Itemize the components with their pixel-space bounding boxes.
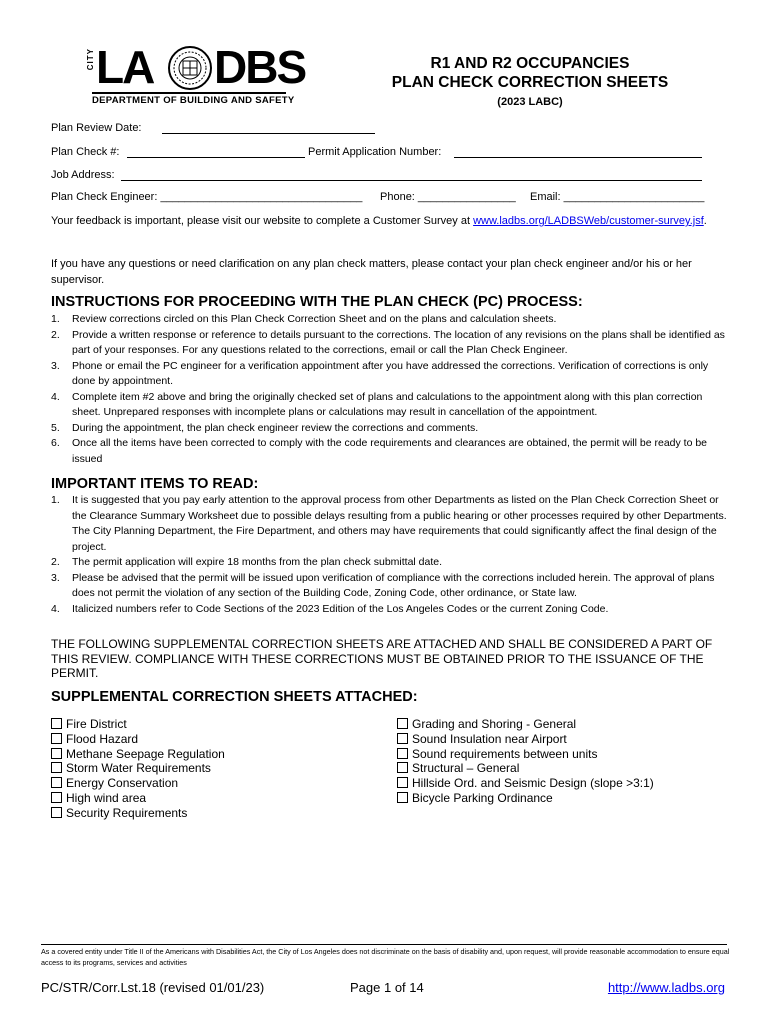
checkbox-item: Flood Hazard <box>51 732 225 747</box>
list-item: 1. It is suggested that you pay early attention to the approval process from other Departments as listed on the Plan Check Correction Sheet or the Clearance Summary Worksheet due to possible delays resulting from a public hearing or other processes required by other Departments. The City Planning Department, the Fire Department, and others may have requirements that could significantly affect the final design of the project. <box>51 494 727 553</box>
feedback-end: . <box>703 215 707 227</box>
permit-application-number-label: Permit Application Number: <box>308 146 442 158</box>
plan-check-engineer-label: Plan Check Engineer: _________________________________ <box>51 191 363 203</box>
title-line-1: R1 AND R2 OCCUPANCIES <box>430 55 630 72</box>
customer-survey-link[interactable]: www.ladbs.org/LADBSWeb/customer-survey.jsf <box>473 215 704 227</box>
checkbox-item: Fire District <box>51 717 225 732</box>
plan-check-number-label: Plan Check #: <box>51 146 120 158</box>
list-item: 2. Provide a written response or reference to details pursuant to the corrections. The location of any revisions on the plans shall be identified as part of your responses. For any questions related to the corrections, email or call the Plan Check Engineer. <box>51 328 725 356</box>
supplemental-list-left <box>51 717 225 821</box>
checkbox-item: Grading and Shoring - General <box>397 717 654 732</box>
checkbox-item: Sound requirements between units <box>397 747 654 762</box>
checkbox[interactable] <box>397 733 408 744</box>
list-item: 5. During the appointment, the plan check engineer review the corrections and comments. <box>51 421 479 434</box>
checkbox-item: Methane Seepage Regulation <box>51 747 225 762</box>
supplemental-list-right <box>397 717 654 806</box>
important-items-list <box>51 493 729 617</box>
logo-la-text: LA <box>96 41 154 93</box>
form-id: PC/STR/Corr.Lst.18 (revised 01/01/23) <box>41 980 265 995</box>
checkbox[interactable] <box>51 733 62 744</box>
checkbox-item: Energy Conservation <box>51 776 225 791</box>
checkbox-item: Structural – General <box>397 761 654 776</box>
feedback-paragraph <box>51 214 727 230</box>
list-item: 4. Complete item #2 above and bring the originally checked set of plans and calculations to the appointment along with this plan correction sheet. Unprepared responses with incomplete plans or calculations may result in cancellation of the appointment. <box>51 390 703 418</box>
checkbox-item: Storm Water Requirements <box>51 761 225 776</box>
checkbox[interactable] <box>51 792 62 803</box>
supplemental-notice: THE FOLLOWING SUPPLEMENTAL CORRECTION SHEETS ARE ATTACHED AND SHALL BE CONSIDERED A PART OF THIS REVIEW. COMPLIANCE WITH THESE CORRECTIONS MUST BE OBTAINED PRIOR TO THE ISSUANCE OF THE PERMIT. <box>51 637 713 680</box>
list-item: 2. The permit application will expire 18 months from the plan check submittal date. <box>51 556 443 568</box>
email-label: Email: _______________________ <box>530 191 705 203</box>
ladbs-logo <box>86 41 306 106</box>
checkbox[interactable] <box>51 718 62 729</box>
ada-notice: As a covered entity under Title II of the Americans with Disabilities Act, the City of Los Angeles does not discriminate on the basis of disability and, upon request, will provide reasonable accommodation to ensure equal access to its programs, services and activities <box>41 947 730 967</box>
logo-city-text: CITY <box>86 48 95 71</box>
list-item: 1. Review corrections circled on this Plan Check Correction Sheet and on the plans and calculation sheets. <box>51 313 557 325</box>
plan-review-date-field[interactable] <box>162 133 375 134</box>
logo-dbs-text: DBS <box>214 41 306 93</box>
checkbox-item: Hillside Ord. and Seismic Design (slope >3:1) <box>397 776 654 791</box>
important-items-heading: IMPORTANT ITEMS TO READ: <box>51 476 259 492</box>
instructions-list <box>51 312 729 467</box>
city-seal-icon <box>168 46 212 90</box>
questions-paragraph: If you have any questions or need clarification on any plan check matters, please contact your plan check engineer and/or his or her supervisor. <box>51 258 692 286</box>
checkbox[interactable] <box>397 718 408 729</box>
job-address-field[interactable] <box>121 180 702 181</box>
checkbox[interactable] <box>397 762 408 773</box>
logo-department-text: DEPARTMENT OF BUILDING AND SAFETY <box>92 92 286 106</box>
checkbox[interactable] <box>397 792 408 803</box>
checkbox-item: High wind area <box>51 791 225 806</box>
document-title <box>330 54 730 110</box>
checkbox[interactable] <box>51 762 62 773</box>
plan-review-date-label: Plan Review Date: <box>51 122 142 134</box>
list-item: 6. Once all the items have been corrected to comply with the code requirements and clearances are obtained, the permit will be ready to be issued <box>51 437 708 465</box>
title-line-2: PLAN CHECK CORRECTION SHEETS <box>391 74 669 91</box>
checkbox[interactable] <box>397 748 408 759</box>
plan-check-number-field[interactable] <box>127 157 305 158</box>
list-item: 3. Please be advised that the permit will be issued upon verification of compliance with the corrections included herein. The approval of plans does not permit the violation of any section of the Building Code, Zoning Code, other ordinance, or State law. <box>51 571 715 599</box>
phone-label: Phone: ________________ <box>380 191 516 203</box>
checkbox[interactable] <box>51 777 62 788</box>
checkbox-item: Sound Insulation near Airport <box>397 732 654 747</box>
permit-application-number-field[interactable] <box>454 157 702 158</box>
checkbox[interactable] <box>397 777 408 788</box>
checkbox[interactable] <box>51 807 62 818</box>
list-item: 4. Italicized numbers refer to Code Sections of the 2023 Edition of the Los Angeles Codes or the current Zoning Code. <box>51 602 609 615</box>
title-line-3: (2023 LABC) <box>497 96 563 108</box>
list-item: 3. Phone or email the PC engineer for a verification appointment after you have addressed the corrections. Verification of corrections is only done by appointment. <box>51 359 709 387</box>
checkbox-item: Security Requirements <box>51 806 225 821</box>
instructions-heading: INSTRUCTIONS FOR PROCEEDING WITH THE PLAN CHECK (PC) PROCESS: <box>51 294 583 310</box>
footer-divider <box>41 944 727 945</box>
page-number: Page 1 of 14 <box>350 980 424 995</box>
job-address-label: Job Address: <box>51 169 115 181</box>
ladbs-website-link[interactable]: http://www.ladbs.org <box>607 980 725 995</box>
feedback-text: Your feedback is important, please visit our website to complete a Customer Survey at <box>51 215 474 227</box>
supplemental-heading: SUPPLEMENTAL CORRECTION SHEETS ATTACHED: <box>51 689 418 705</box>
checkbox-item: Bicycle Parking Ordinance <box>397 791 654 806</box>
checkbox[interactable] <box>51 748 62 759</box>
